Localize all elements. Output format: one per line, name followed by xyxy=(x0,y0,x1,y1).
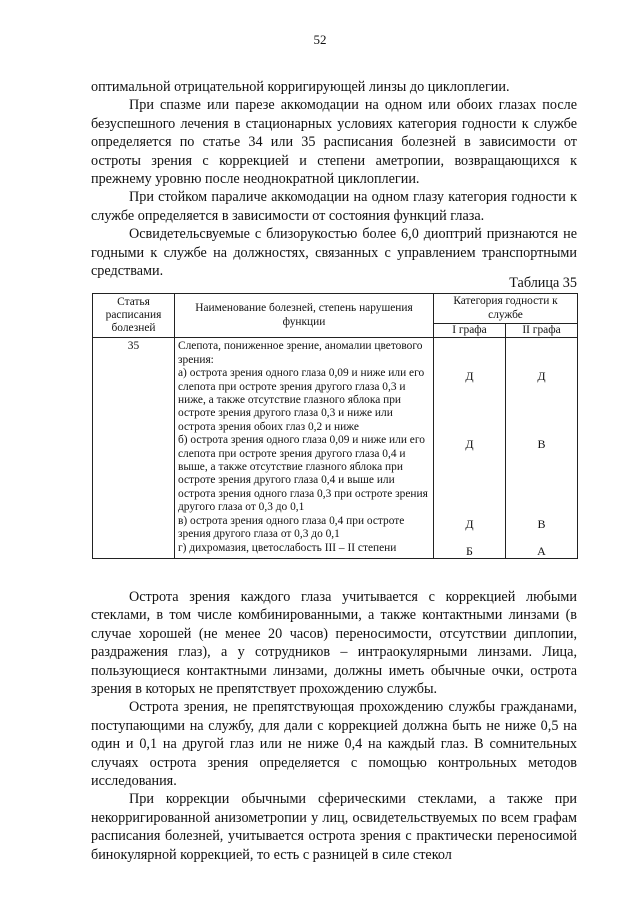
header-disease: Наименование болезней, степень нарушения функции xyxy=(175,294,434,338)
item-d: г) дихромазия, цветослабость III – II степени xyxy=(178,541,397,554)
paragraph: При спазме или парезе аккомодации на одном или обоих глазах после безуспешного лечения в стационарных условиях категория годности к службе определяется по статье 34 или 35 расписания болезней в зависимости от остроты зрения с коррекцией и степени аметропии, возвращающихся к прежнему уровню после неоднократной циклоплегии. xyxy=(91,97,577,188)
text-block-bottom xyxy=(91,588,577,864)
header-article: Статья расписания болезней xyxy=(93,294,175,338)
paragraph: Острота зрения, не препятствующая прохождению службы гражданами, поступающими на службу, для дали с коррекцией должна быть не ниже 0,5 на один и 0,1 на другой глаз или не ниже 0,4 на каждый глаз. В сомнительных случаях острота зрения определяется с помощью контрольных методов исследования. xyxy=(91,699,577,790)
header-col2: II графа xyxy=(506,324,578,338)
grade-b-col2: В xyxy=(537,436,546,451)
header-category: Категория годности к службе xyxy=(434,294,578,324)
grade-col1-cell xyxy=(434,338,506,559)
paragraph: оптимальной отрицательной корригирующей линзы до циклоплегии. xyxy=(91,79,510,95)
row-intro: Слепота, пониженное зрение, аномалии цветового зрения: xyxy=(178,340,423,366)
grade-c-col1: Д xyxy=(465,517,474,532)
grade-d-col2: А xyxy=(537,543,546,558)
grade-col2-cell xyxy=(506,338,578,559)
item-b: б) острота зрения одного глаза 0,09 и ниже или его слепота при остроте зрения другого глаза 0,4 и выше, а также отсутствие глазного яблока при остроте зрения другого глаза 0,4 и выше или острота зрения одного глаза 0,3 при остроте зрения другого глаза от 0,3 до 0,1 xyxy=(178,434,428,514)
paragraph: Острота зрения каждого глаза учитывается с коррекцией любыми стеклами, в том числе комбинированными, а также контактными линзами (в случае хорошей (не менее 20 часов) переносимости, отсутствии диплопии, раздражения глаз), а у сотрудников – интраокулярными линзами. Лица, пользующиеся контактными линзами, должны иметь обычные очки, острота зрения в которых не препятствует прохождению службы. xyxy=(91,589,577,698)
grade-b-col1: Д xyxy=(465,436,474,451)
paragraph: При коррекции обычными сферическими стеклами, а также при некорригированной анизометропии у лиц, освидетельствуемых по всем графам расписания болезней, учитывается острота зрения с практически переносимой бинокулярной коррекцией, то есть с разницей в силе стекол xyxy=(91,791,577,863)
grade-d-col1: Б xyxy=(466,543,473,558)
table-caption: Таблица 35 xyxy=(509,275,577,291)
disease-cell xyxy=(175,338,434,559)
text-block-top xyxy=(91,78,577,280)
article-cell: 35 xyxy=(93,338,175,559)
paragraph: При стойком параличе аккомодации на одном глазу категория годности к службе определяется в зависимости от состояния функций глаза. xyxy=(91,189,577,224)
paragraph: Освидетельсвуемые с близорукостью более 6,0 диоптрий признаются не годными к службе на должностях, связанных с управлением транспортными средствами. xyxy=(91,226,577,280)
disease-table xyxy=(92,293,578,559)
header-col1: I графа xyxy=(434,324,506,338)
grade-a-col2: Д xyxy=(537,369,546,384)
page-number: 52 xyxy=(313,32,327,47)
grade-c-col2: В xyxy=(537,517,546,532)
item-a: а) острота зрения одного глаза 0,09 и ниже или его слепота при остроте зрения другого глаза 0,3 и ниже, а также отсутствие глазного яблока при остроте зрения другого глаза 0,3 и ниже или острота зрения обоих глаз 0,2 и ниже xyxy=(178,367,425,433)
grade-a-col1: Д xyxy=(465,369,474,384)
item-c: в) острота зрения одного глаза 0,4 при остроте зрения другого глаза от 0,3 до 0,1 xyxy=(178,514,405,541)
